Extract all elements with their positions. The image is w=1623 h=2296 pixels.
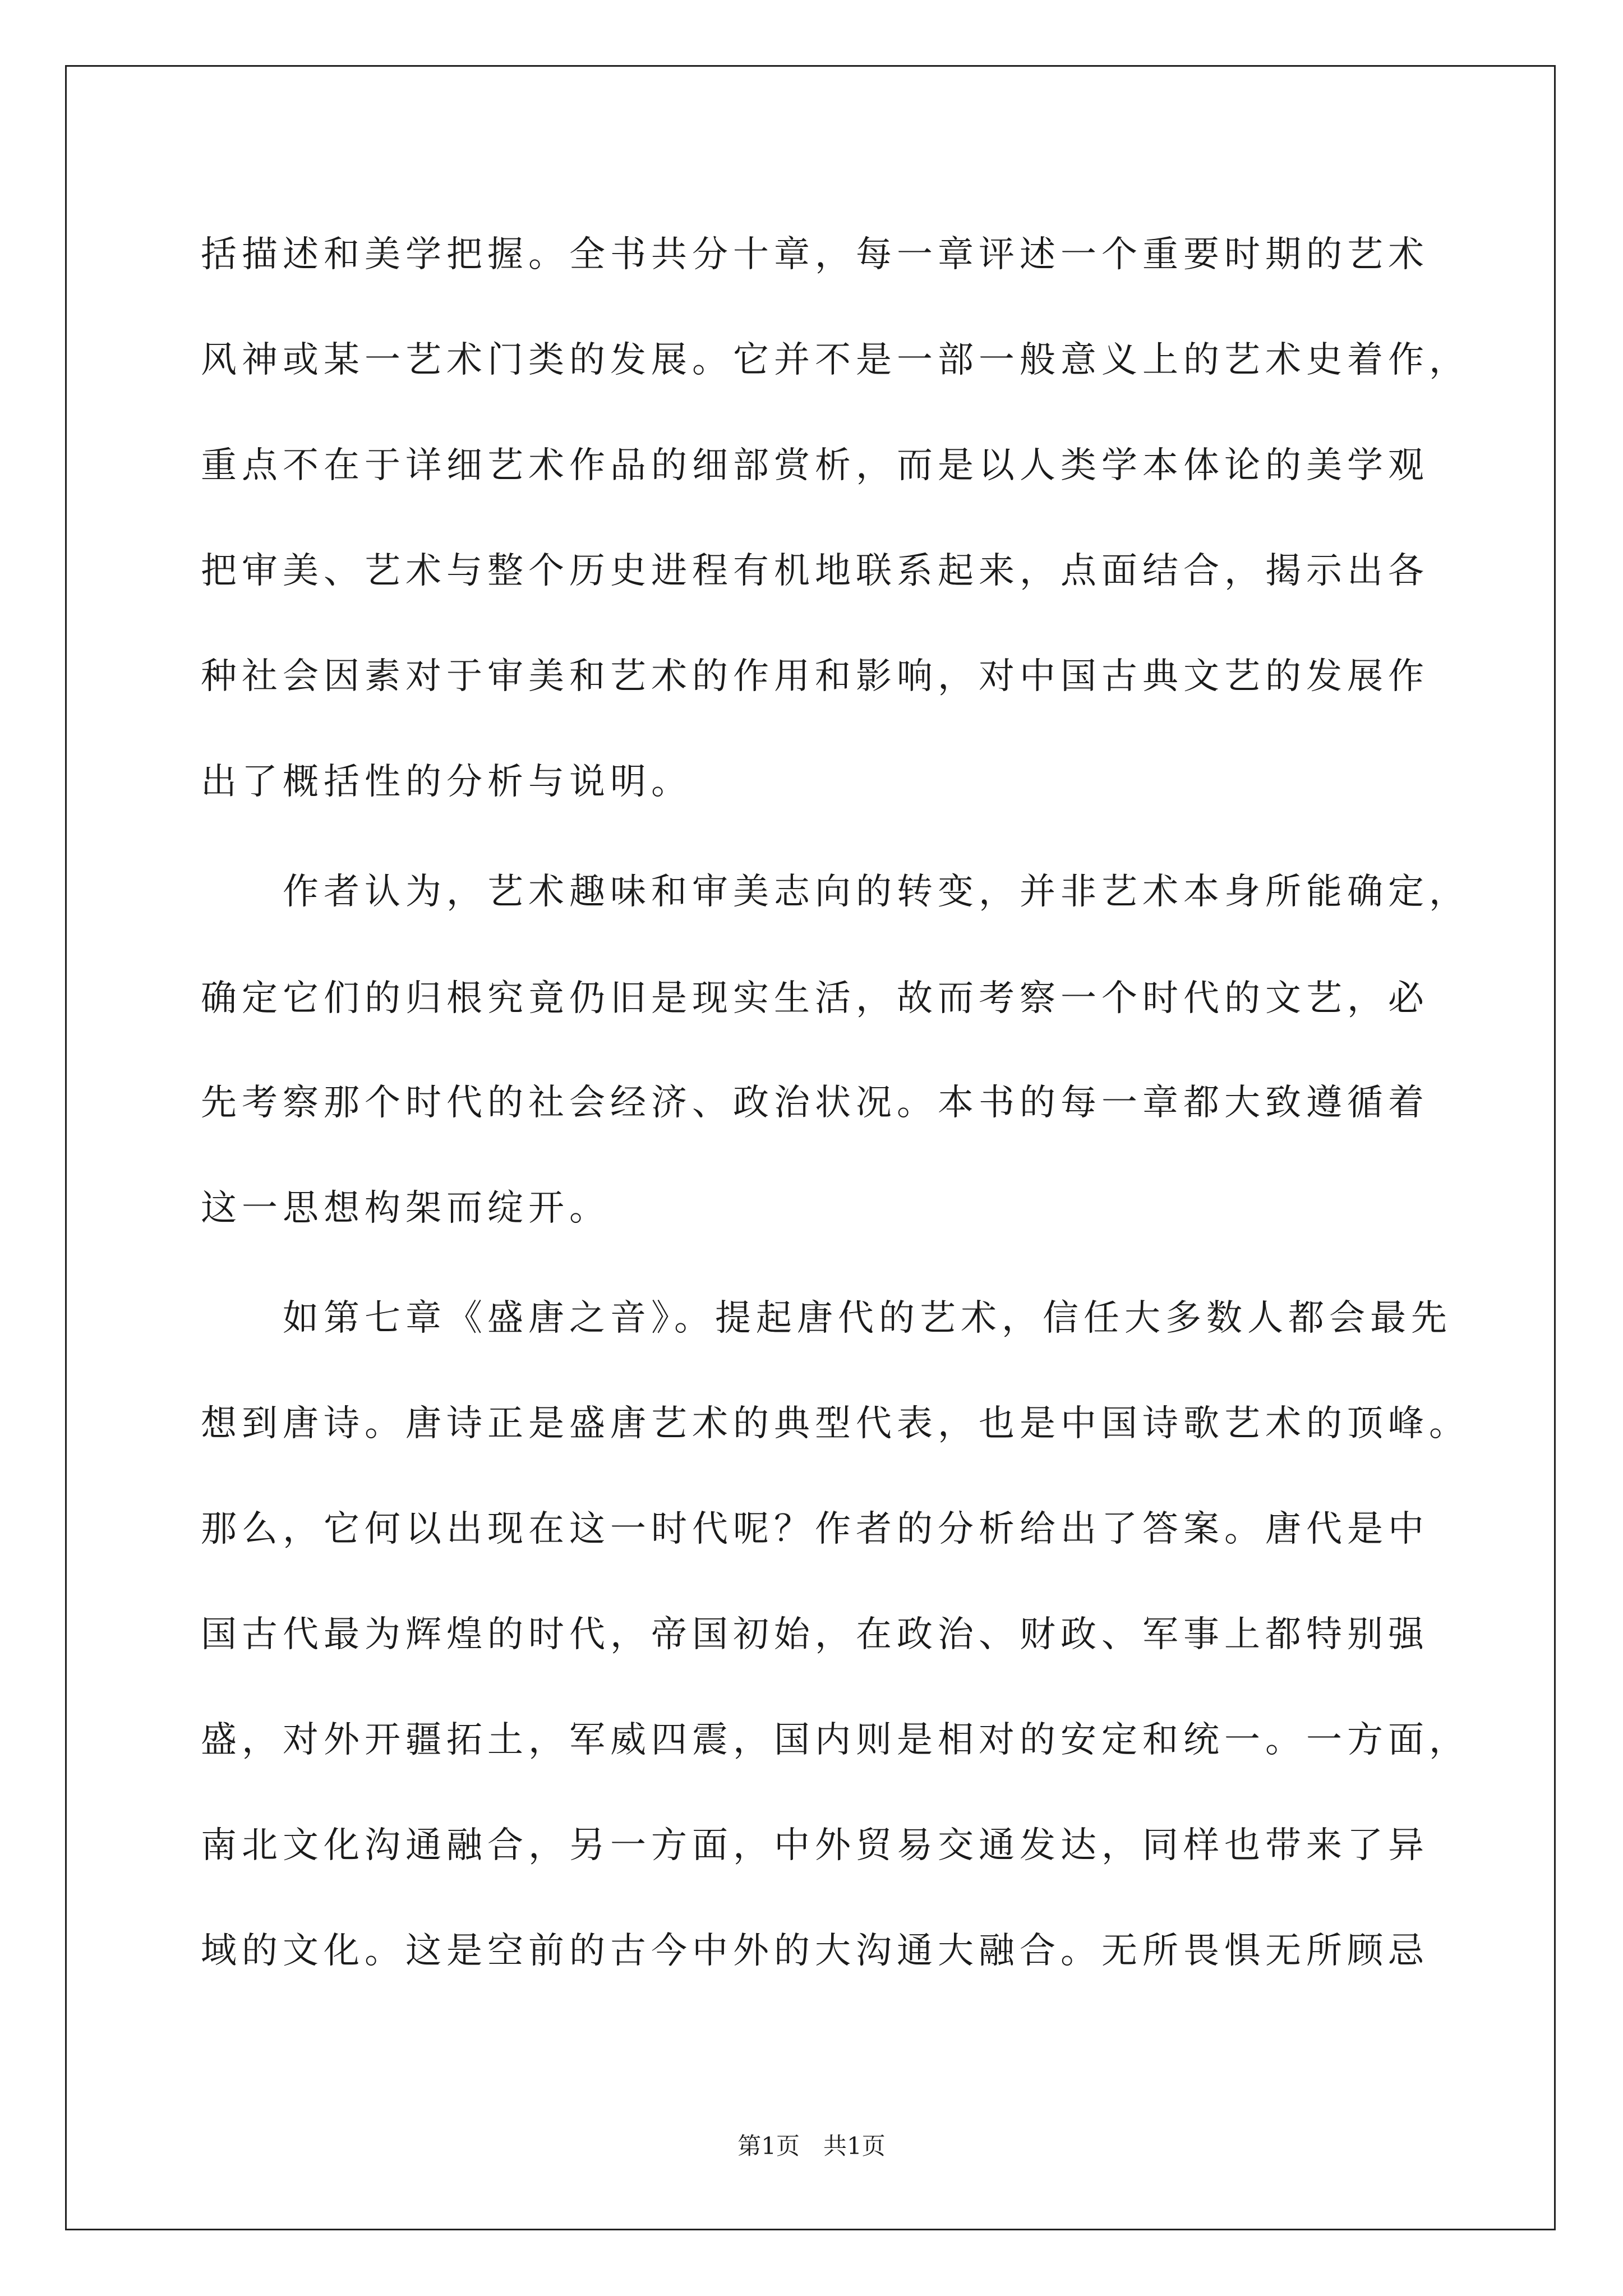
text-line-14: 国古代最为辉煌的时代，帝国初始，在政治、财政、军事上都特别强 xyxy=(201,1614,1429,1655)
text-line-1: 括描述和美学把握。全书共分十章，每一章评述一个重要时期的艺术 xyxy=(201,234,1429,275)
text-line-2: 风神或某一艺术门类的发展。它并不是一部一般意义上的艺术史着作， xyxy=(201,339,1470,381)
text-line-3: 重点不在于详细艺术作品的细部赏析，而是以人类学本体论的美学观 xyxy=(201,445,1429,486)
page-number-footer: 第1页 共1页 xyxy=(737,2132,886,2160)
text-line-6: 出了概括性的分析与说明。 xyxy=(201,761,692,803)
text-line-4: 把审美、艺术与整个历史进程有机地联系起来，点面结合，揭示出各 xyxy=(201,550,1429,592)
text-line-16: 南北文化沟通融合，另一方面，中外贸易交通发达，同样也带来了异 xyxy=(201,1825,1429,1866)
text-line-12: 想到唐诗。唐诗正是盛唐艺术的典型代表，也是中国诗歌艺术的顶峰。 xyxy=(201,1403,1470,1444)
text-line-13: 那么，它何以出现在这一时代呢？作者的分析给出了答案。唐代是中 xyxy=(201,1508,1429,1550)
text-line-10: 这一思想构架而绽开。 xyxy=(201,1188,610,1229)
text-line-7: 作者认为，艺术趣味和审美志向的转变，并非艺术本身所能确定， xyxy=(201,871,1470,913)
text-line-17: 域的文化。这是空前的古今中外的大沟通大融合。无所畏惧无所顾忌 xyxy=(201,1930,1429,1972)
text-line-5: 种社会因素对于审美和艺术的作用和影响，对中国古典文艺的发展作 xyxy=(201,656,1429,697)
text-line-15: 盛，对外开疆拓土，军威四震，国内则是相对的安定和统一。一方面， xyxy=(201,1719,1470,1761)
text-line-9: 先考察那个时代的社会经济、政治状况。本书的每一章都大致遵循着 xyxy=(201,1082,1429,1124)
text-line-11: 如第七章《盛唐之音》。提起唐代的艺术，信任大多数人都会最先 xyxy=(201,1297,1452,1339)
text-line-8: 确定它们的归根究竟仍旧是现实生活，故而考察一个时代的文艺，必 xyxy=(201,978,1429,1019)
